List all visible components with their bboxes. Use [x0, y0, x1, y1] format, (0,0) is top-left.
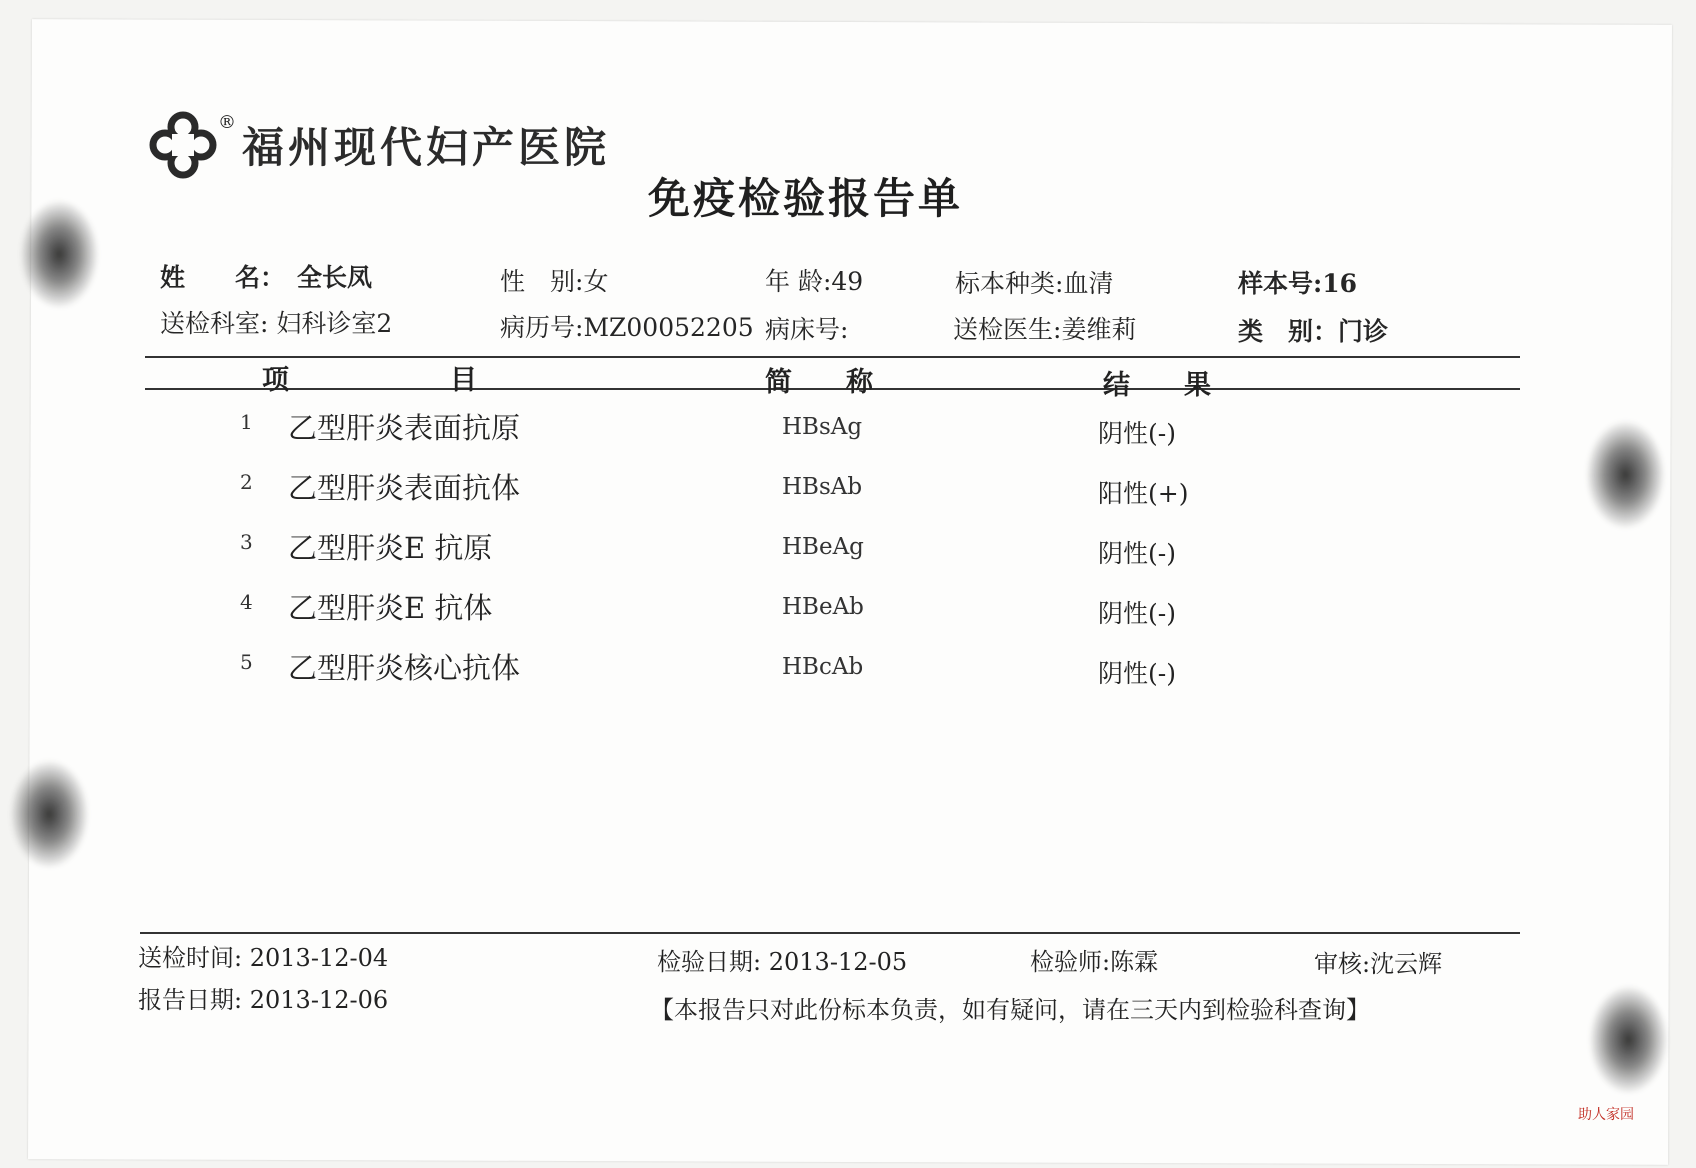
sex-value: 女: [583, 267, 609, 296]
submit-time-field: [138, 938, 388, 973]
header-abbreviation: 简 称: [765, 367, 873, 398]
report-date-field: [138, 980, 388, 1015]
table-top-rule: [145, 356, 1520, 358]
row-number: 1: [240, 410, 253, 434]
row-abbreviation: HBeAg: [782, 534, 864, 560]
header-item-b: 目: [450, 365, 477, 396]
age-label: 年 龄:: [765, 267, 832, 296]
bed-label: 病床号:: [765, 315, 849, 344]
row-item: 乙型肝炎核心抗体: [288, 651, 521, 685]
test-date-value: 2013-12-05: [768, 948, 908, 976]
row-item: 乙型肝炎表面抗体: [288, 471, 521, 505]
registered-mark: ®: [218, 112, 236, 133]
scan-smudge: [9, 759, 89, 869]
patient-name-field: [160, 258, 372, 294]
tester-label: 检验师:: [1030, 948, 1111, 976]
doctor-label: 送检医生:: [953, 315, 1062, 344]
specimen-label: 标本种类:: [955, 269, 1064, 298]
row-number: 4: [240, 590, 253, 614]
report-date-label: 报告日期:: [138, 986, 243, 1014]
test-date-label: 检验日期:: [657, 948, 762, 976]
row-number: 3: [240, 530, 253, 554]
scan-smudge: [1585, 420, 1665, 530]
reviewer-value: 沈云辉: [1370, 950, 1443, 978]
department-field: [160, 304, 392, 340]
row-result: 阴性(-): [1098, 419, 1176, 448]
tester-value: 陈霖: [1110, 948, 1159, 976]
sex-label: 性 别:: [500, 267, 584, 296]
record-value: MZ00052205: [583, 313, 754, 342]
hospital-logo: [148, 110, 610, 180]
header-item-a: 项: [262, 365, 289, 396]
row-abbreviation: HBsAg: [782, 414, 863, 440]
row-result: 阴性(-): [1098, 599, 1176, 628]
tester-field: [1030, 942, 1158, 977]
bed-number-field: [765, 310, 848, 346]
row-number: 5: [240, 650, 253, 674]
specimen-type-field: [955, 264, 1113, 300]
department-value: 妇科诊室2: [276, 309, 393, 338]
age-value: 49: [831, 267, 864, 296]
disclaimer-notice: 【本报告只对此份标本负责，如有疑问，请在三天内到检验科查询】: [650, 996, 1370, 1024]
specimen-value: 血清: [1063, 269, 1114, 298]
record-number-field: [500, 308, 754, 344]
category-field: [1238, 312, 1388, 348]
hospital-name: 福州现代妇产医院: [242, 123, 611, 172]
header-result: 结 果: [1103, 370, 1211, 401]
scan-smudge: [19, 199, 99, 309]
category-label: 类 别：: [1238, 317, 1339, 346]
report-title: 免疫检验报告单: [648, 174, 964, 223]
doctor-field: [953, 310, 1136, 346]
submit-time-label: 送检时间:: [138, 944, 243, 972]
row-result: 阴性(-): [1098, 659, 1176, 688]
test-date-field: [657, 942, 907, 977]
patient-sex-field: [500, 262, 608, 298]
patient-name-value: 全长凤: [297, 263, 373, 292]
hospital-emblem-icon: [148, 110, 218, 180]
sample-number-field: [1238, 264, 1357, 300]
record-label: 病历号:: [500, 313, 584, 342]
footer-rule: [140, 932, 1520, 934]
row-result: 阴性(-): [1098, 539, 1176, 568]
department-label: 送检科室:: [160, 309, 277, 338]
patient-age-field: [765, 262, 863, 298]
submit-time-value: 2013-12-04: [249, 944, 389, 972]
row-result: 阳性(+): [1098, 479, 1189, 508]
watermark-text: 助人家园: [1578, 1107, 1634, 1123]
sample-no-label: 样本号:: [1238, 269, 1323, 298]
row-abbreviation: HBsAb: [782, 474, 863, 500]
reviewer-label: 审核:: [1314, 950, 1371, 978]
patient-name-label: 姓 名：: [160, 263, 286, 292]
report-date-value: 2013-12-06: [249, 986, 389, 1014]
row-number: 2: [240, 470, 253, 494]
row-item: 乙型肝炎E 抗原: [288, 531, 493, 565]
category-value: 门诊: [1338, 317, 1389, 346]
sample-no-value: 16: [1322, 269, 1358, 298]
row-abbreviation: HBcAb: [782, 654, 864, 680]
scan-smudge: [1588, 985, 1668, 1095]
reviewer-field: [1314, 944, 1442, 979]
row-item: 乙型肝炎E 抗体: [288, 591, 493, 625]
row-item: 乙型肝炎表面抗原: [288, 411, 521, 445]
doctor-value: 姜维莉: [1061, 315, 1137, 344]
row-abbreviation: HBeAb: [782, 594, 864, 620]
